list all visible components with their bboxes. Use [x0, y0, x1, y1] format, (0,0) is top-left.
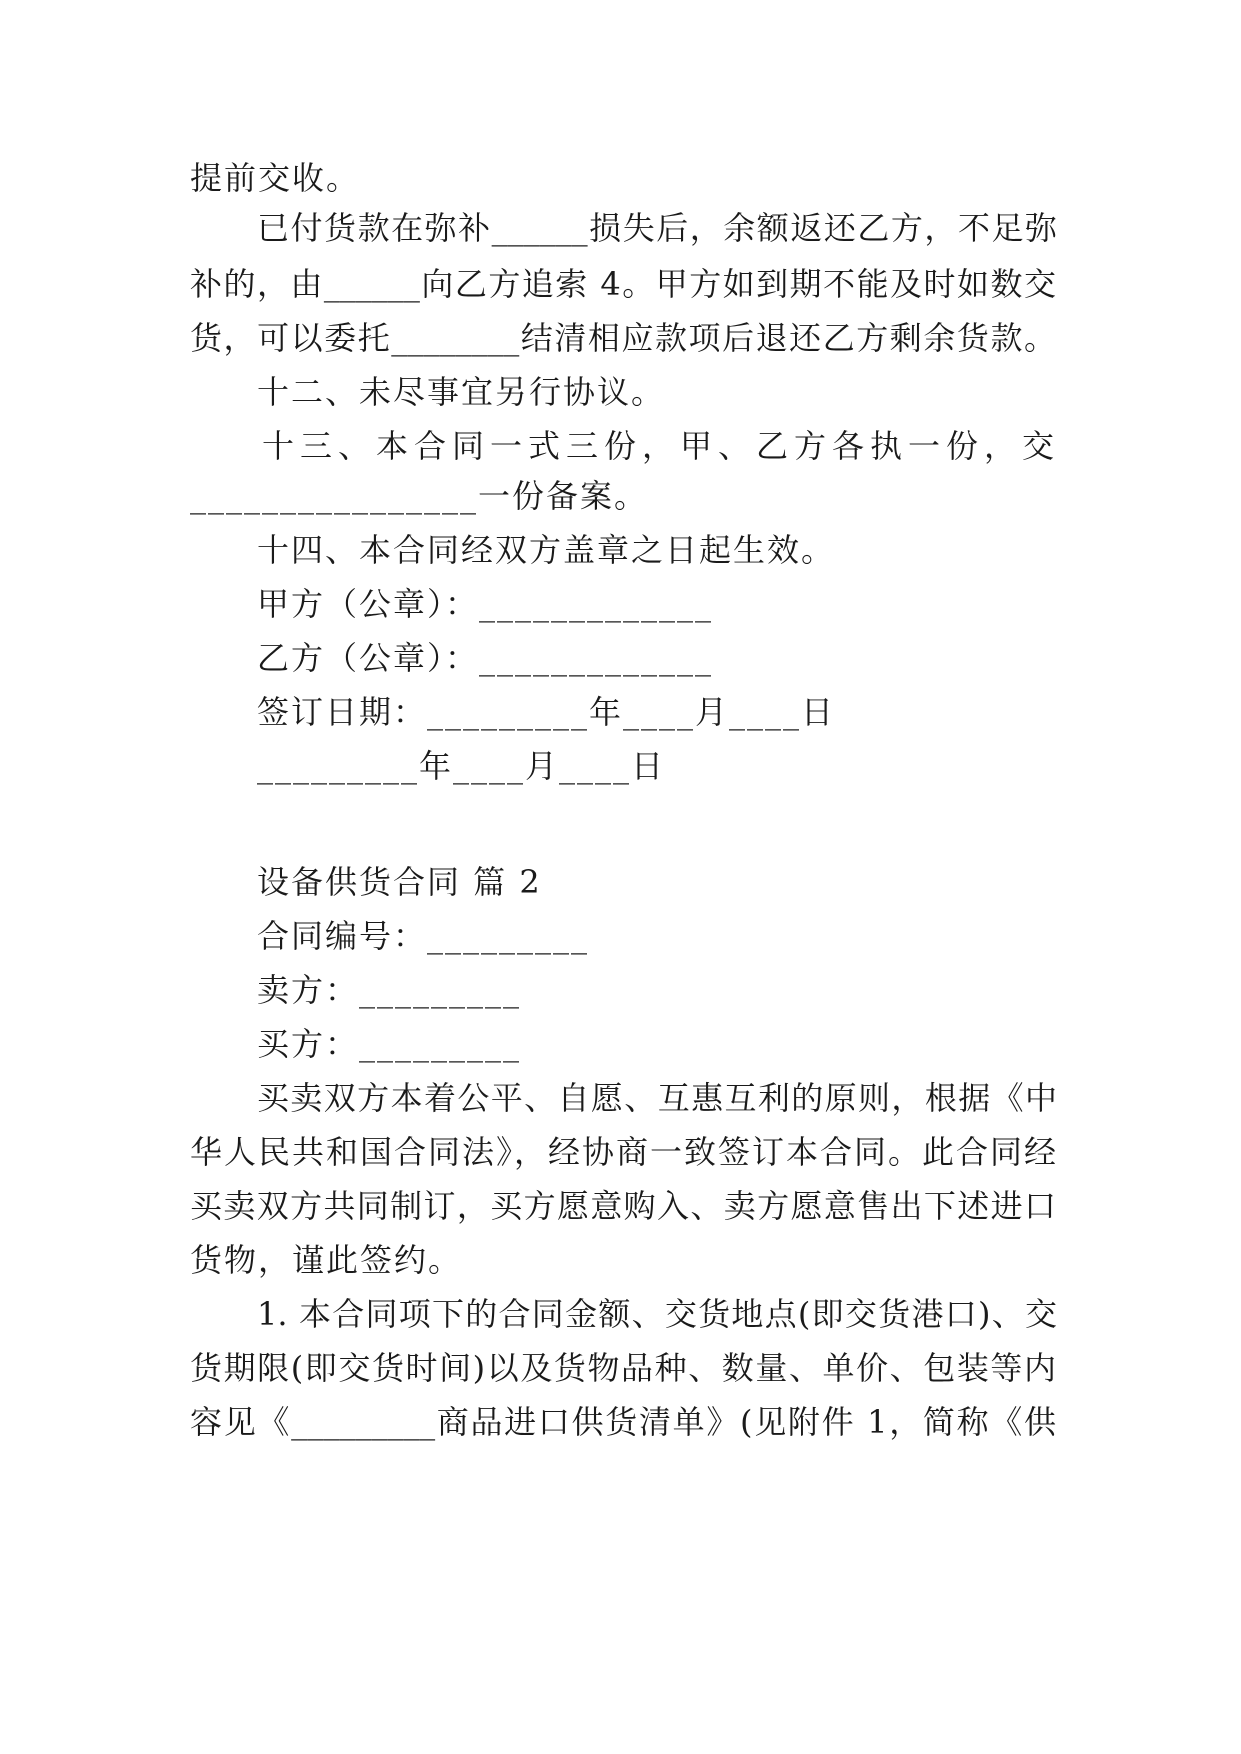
text-line: 1. 本合同项下的合同金额、交货地点(即交货港口)、交 — [257, 1295, 1057, 1333]
text-line: 华人民共和国合同法》，经协商一致签订本合同。此合同经 — [190, 1133, 1056, 1171]
text-line: 容见《_________商品进口供货清单》(见附件 1，简称《供 — [190, 1403, 1056, 1441]
text-line: 已付货款在弥补______损失后，余额返还乙方，不足弥 — [257, 209, 1057, 247]
text-line: 买卖双方共同制订，买方愿意购入、卖方愿意售出下述进口 — [190, 1187, 1056, 1225]
text-line: ________________一份备案。 — [190, 477, 649, 515]
text-line: 买卖双方本着公平、自愿、互惠互利的原则，根据《中 — [257, 1079, 1057, 1117]
text-line: 十三、本合同一式三份，甲、乙方各执一份，交 — [262, 427, 1054, 465]
text-line: 货期限(即交货时间)以及货物品种、数量、单价、包装等内 — [190, 1349, 1056, 1387]
text-line: 货，可以委托________结清相应款项后退还乙方剩余货款。 — [190, 319, 1056, 357]
text-line: 十二、未尽事宜另行协议。 — [257, 373, 666, 411]
text-line: 提前交收。 — [190, 159, 361, 197]
text-line: 十四、本合同经双方盖章之日起生效。 — [257, 531, 836, 569]
text-line: 货物，谨此签约。 — [190, 1241, 463, 1279]
seller-line: 卖方：_________ — [257, 971, 522, 1009]
signature-line-party-b: 乙方（公章）：_____________ — [257, 639, 714, 677]
signature-line-party-a: 甲方（公章）：_____________ — [257, 585, 714, 623]
date-line: _________年____月____日 — [257, 747, 666, 785]
buyer-line: 买方：_________ — [257, 1025, 522, 1063]
contract-number-line: 合同编号：_________ — [257, 917, 590, 955]
signing-date-line: 签订日期：_________年____月____日 — [257, 693, 836, 731]
text-line: 补的，由______向乙方追索 4。甲方如到期不能及时如数交 — [190, 265, 1056, 303]
section-title: 设备供货合同 篇 2 — [257, 863, 542, 901]
